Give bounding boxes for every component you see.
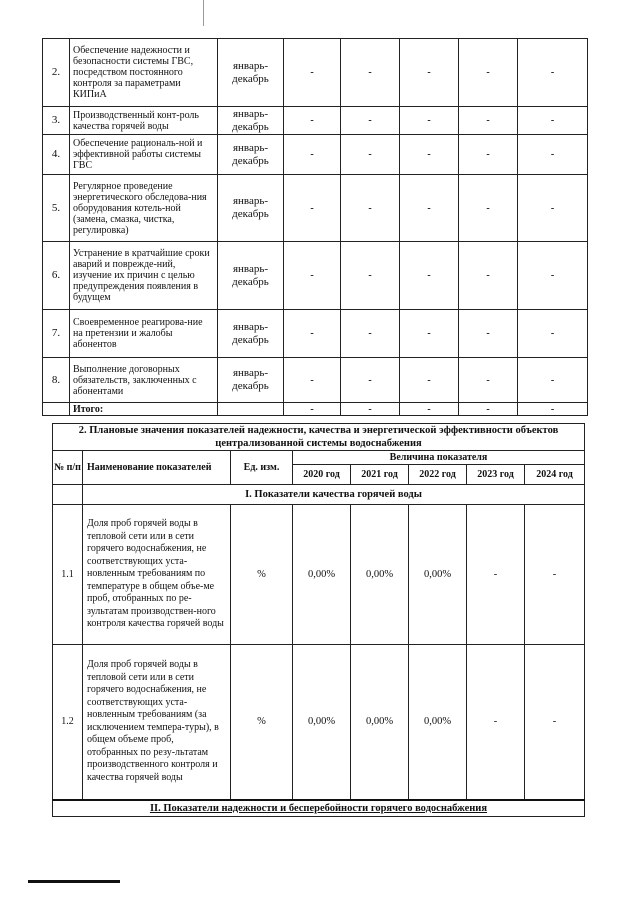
total-value: - (341, 403, 400, 416)
table-row (43, 242, 588, 310)
value-cell: - (284, 358, 341, 403)
activities-table (42, 38, 588, 416)
activity-period: январь-декабрь (218, 107, 284, 135)
value-cell: - (284, 310, 341, 358)
value-cell: - (518, 242, 588, 310)
year-header: 2023 год (467, 465, 525, 485)
value-cell: - (400, 358, 459, 403)
activity-name: Выполнение договорных обязательств, заключенных с абонентами (70, 358, 218, 403)
value-cell: 0,00% (293, 505, 351, 645)
value-cell: - (525, 645, 585, 800)
column-header-name: Наименование показателей (83, 451, 231, 485)
table-row (43, 135, 588, 175)
value-cell: - (400, 310, 459, 358)
value-cell: - (341, 175, 400, 242)
table-row (43, 107, 588, 135)
section-row (53, 485, 585, 505)
row-number: 4. (43, 135, 70, 175)
activity-period: январь-декабрь (218, 310, 284, 358)
value-cell: - (518, 175, 588, 242)
row-number: 5. (43, 175, 70, 242)
value-cell: 0,00% (351, 645, 409, 800)
value-cell: - (400, 135, 459, 175)
value-cell: - (400, 242, 459, 310)
table-row (43, 310, 588, 358)
row-number: 7. (43, 310, 70, 358)
value-cell: - (459, 310, 518, 358)
activity-period: январь-декабрь (218, 242, 284, 310)
row-number: 1.2 (53, 645, 83, 800)
row-number: 2. (43, 39, 70, 107)
value-cell: - (341, 310, 400, 358)
column-header-unit: Ед. изм. (231, 451, 293, 485)
table-row (43, 175, 588, 242)
value-cell: - (459, 107, 518, 135)
year-header: 2021 год (351, 465, 409, 485)
page-bottom-rule (28, 880, 120, 883)
column-header-number: № п/п (53, 451, 83, 485)
value-cell: - (525, 505, 585, 645)
value-cell: - (284, 39, 341, 107)
activity-period: январь-декабрь (218, 358, 284, 403)
value-cell: - (400, 107, 459, 135)
value-cell: 0,00% (409, 505, 467, 645)
total-value: - (459, 403, 518, 416)
activity-period: январь-декабрь (218, 135, 284, 175)
value-cell: - (341, 242, 400, 310)
year-header: 2022 год (409, 465, 467, 485)
indicator-unit: % (231, 505, 293, 645)
total-value: - (284, 403, 341, 416)
value-cell: - (284, 107, 341, 135)
value-cell: - (518, 358, 588, 403)
empty-cell (218, 403, 284, 416)
total-label: Итого: (70, 403, 218, 416)
value-cell: - (518, 107, 588, 135)
row-number: 6. (43, 242, 70, 310)
value-cell: - (341, 135, 400, 175)
total-row (43, 403, 588, 416)
indicator-unit: % (231, 645, 293, 800)
row-number: 8. (43, 358, 70, 403)
empty-cell (43, 403, 70, 416)
empty-cell (53, 485, 83, 505)
value-cell: - (341, 107, 400, 135)
value-cell: - (459, 242, 518, 310)
scan-artifact-line (203, 0, 204, 26)
table-row (43, 358, 588, 403)
activity-name: Обеспечение надежности и безопасности системы ГВС, посредством постоянного контроля за параметрами КИПиА (70, 39, 218, 107)
row-number: 1.1 (53, 505, 83, 645)
indicator-name: Доля проб горячей воды в тепловой сети или в сети горячего водоснабжения, не соответствующих уста-новленным требованиям по температуре в общем объе-ме проб, отобранных по ре-зультатам производствен-ного контроля качества горячей воды (83, 505, 231, 645)
activity-period: январь-декабрь (218, 39, 284, 107)
section-title: 2. Плановые значения показателей надежности, качества и энергетической эффективности объектов централизованной системы водоснабжения (53, 424, 585, 451)
activity-name: Производственный конт-роль качества горячей воды (70, 107, 218, 135)
value-cell: - (459, 39, 518, 107)
activity-period: январь-декабрь (218, 175, 284, 242)
year-header: 2024 год (525, 465, 585, 485)
value-cell: 0,00% (293, 645, 351, 800)
indicator-name: Доля проб горячей воды в тепловой сети или в сети горячего водоснабжения, не соответствующих уста-новленным требованиям (за исключением темпера-туры), в общем объеме проб, отобранных по резу-льтатам производственного контроля и качества горячей воды (83, 645, 231, 800)
section-row (53, 800, 585, 817)
value-cell: - (284, 242, 341, 310)
total-value: - (518, 403, 588, 416)
activity-name: Своевременное реагирова-ние на претензии и жалобы абонентов (70, 310, 218, 358)
value-cell: - (341, 39, 400, 107)
value-cell: - (284, 135, 341, 175)
value-cell: - (459, 358, 518, 403)
value-cell: - (467, 505, 525, 645)
table-row (53, 645, 585, 800)
value-cell: 0,00% (409, 645, 467, 800)
table-row (43, 39, 588, 107)
year-header: 2020 год (293, 465, 351, 485)
value-cell: - (467, 645, 525, 800)
value-cell: 0,00% (351, 505, 409, 645)
activity-name: Устранение в кратчайшие сроки аварий и поврежде-ний, изучение их причин с целью предупреждения появления в будущем (70, 242, 218, 310)
value-cell: - (459, 135, 518, 175)
table-row (53, 505, 585, 645)
section-heading-quality: I. Показатели качества горячей воды (83, 485, 585, 505)
value-cell: - (284, 175, 341, 242)
value-cell: - (400, 39, 459, 107)
value-cell: - (518, 135, 588, 175)
value-cell: - (518, 39, 588, 107)
section-heading-reliability: II. Показатели надежности и бесперебойности горячего водоснабжения (53, 800, 585, 817)
value-cell: - (400, 175, 459, 242)
header-row (53, 451, 585, 465)
value-cell: - (518, 310, 588, 358)
indicators-table (52, 423, 585, 817)
row-number: 3. (43, 107, 70, 135)
value-cell: - (341, 358, 400, 403)
activity-name: Регулярное проведение энергетического обследова-ния оборудования котель-ной (замена, смазка, чистка, регулировка) (70, 175, 218, 242)
value-cell: - (459, 175, 518, 242)
column-header-values: Величина показателя (293, 451, 585, 465)
activity-name: Обеспечение рациональ-ной и эффективной работы системы ГВС (70, 135, 218, 175)
total-value: - (400, 403, 459, 416)
